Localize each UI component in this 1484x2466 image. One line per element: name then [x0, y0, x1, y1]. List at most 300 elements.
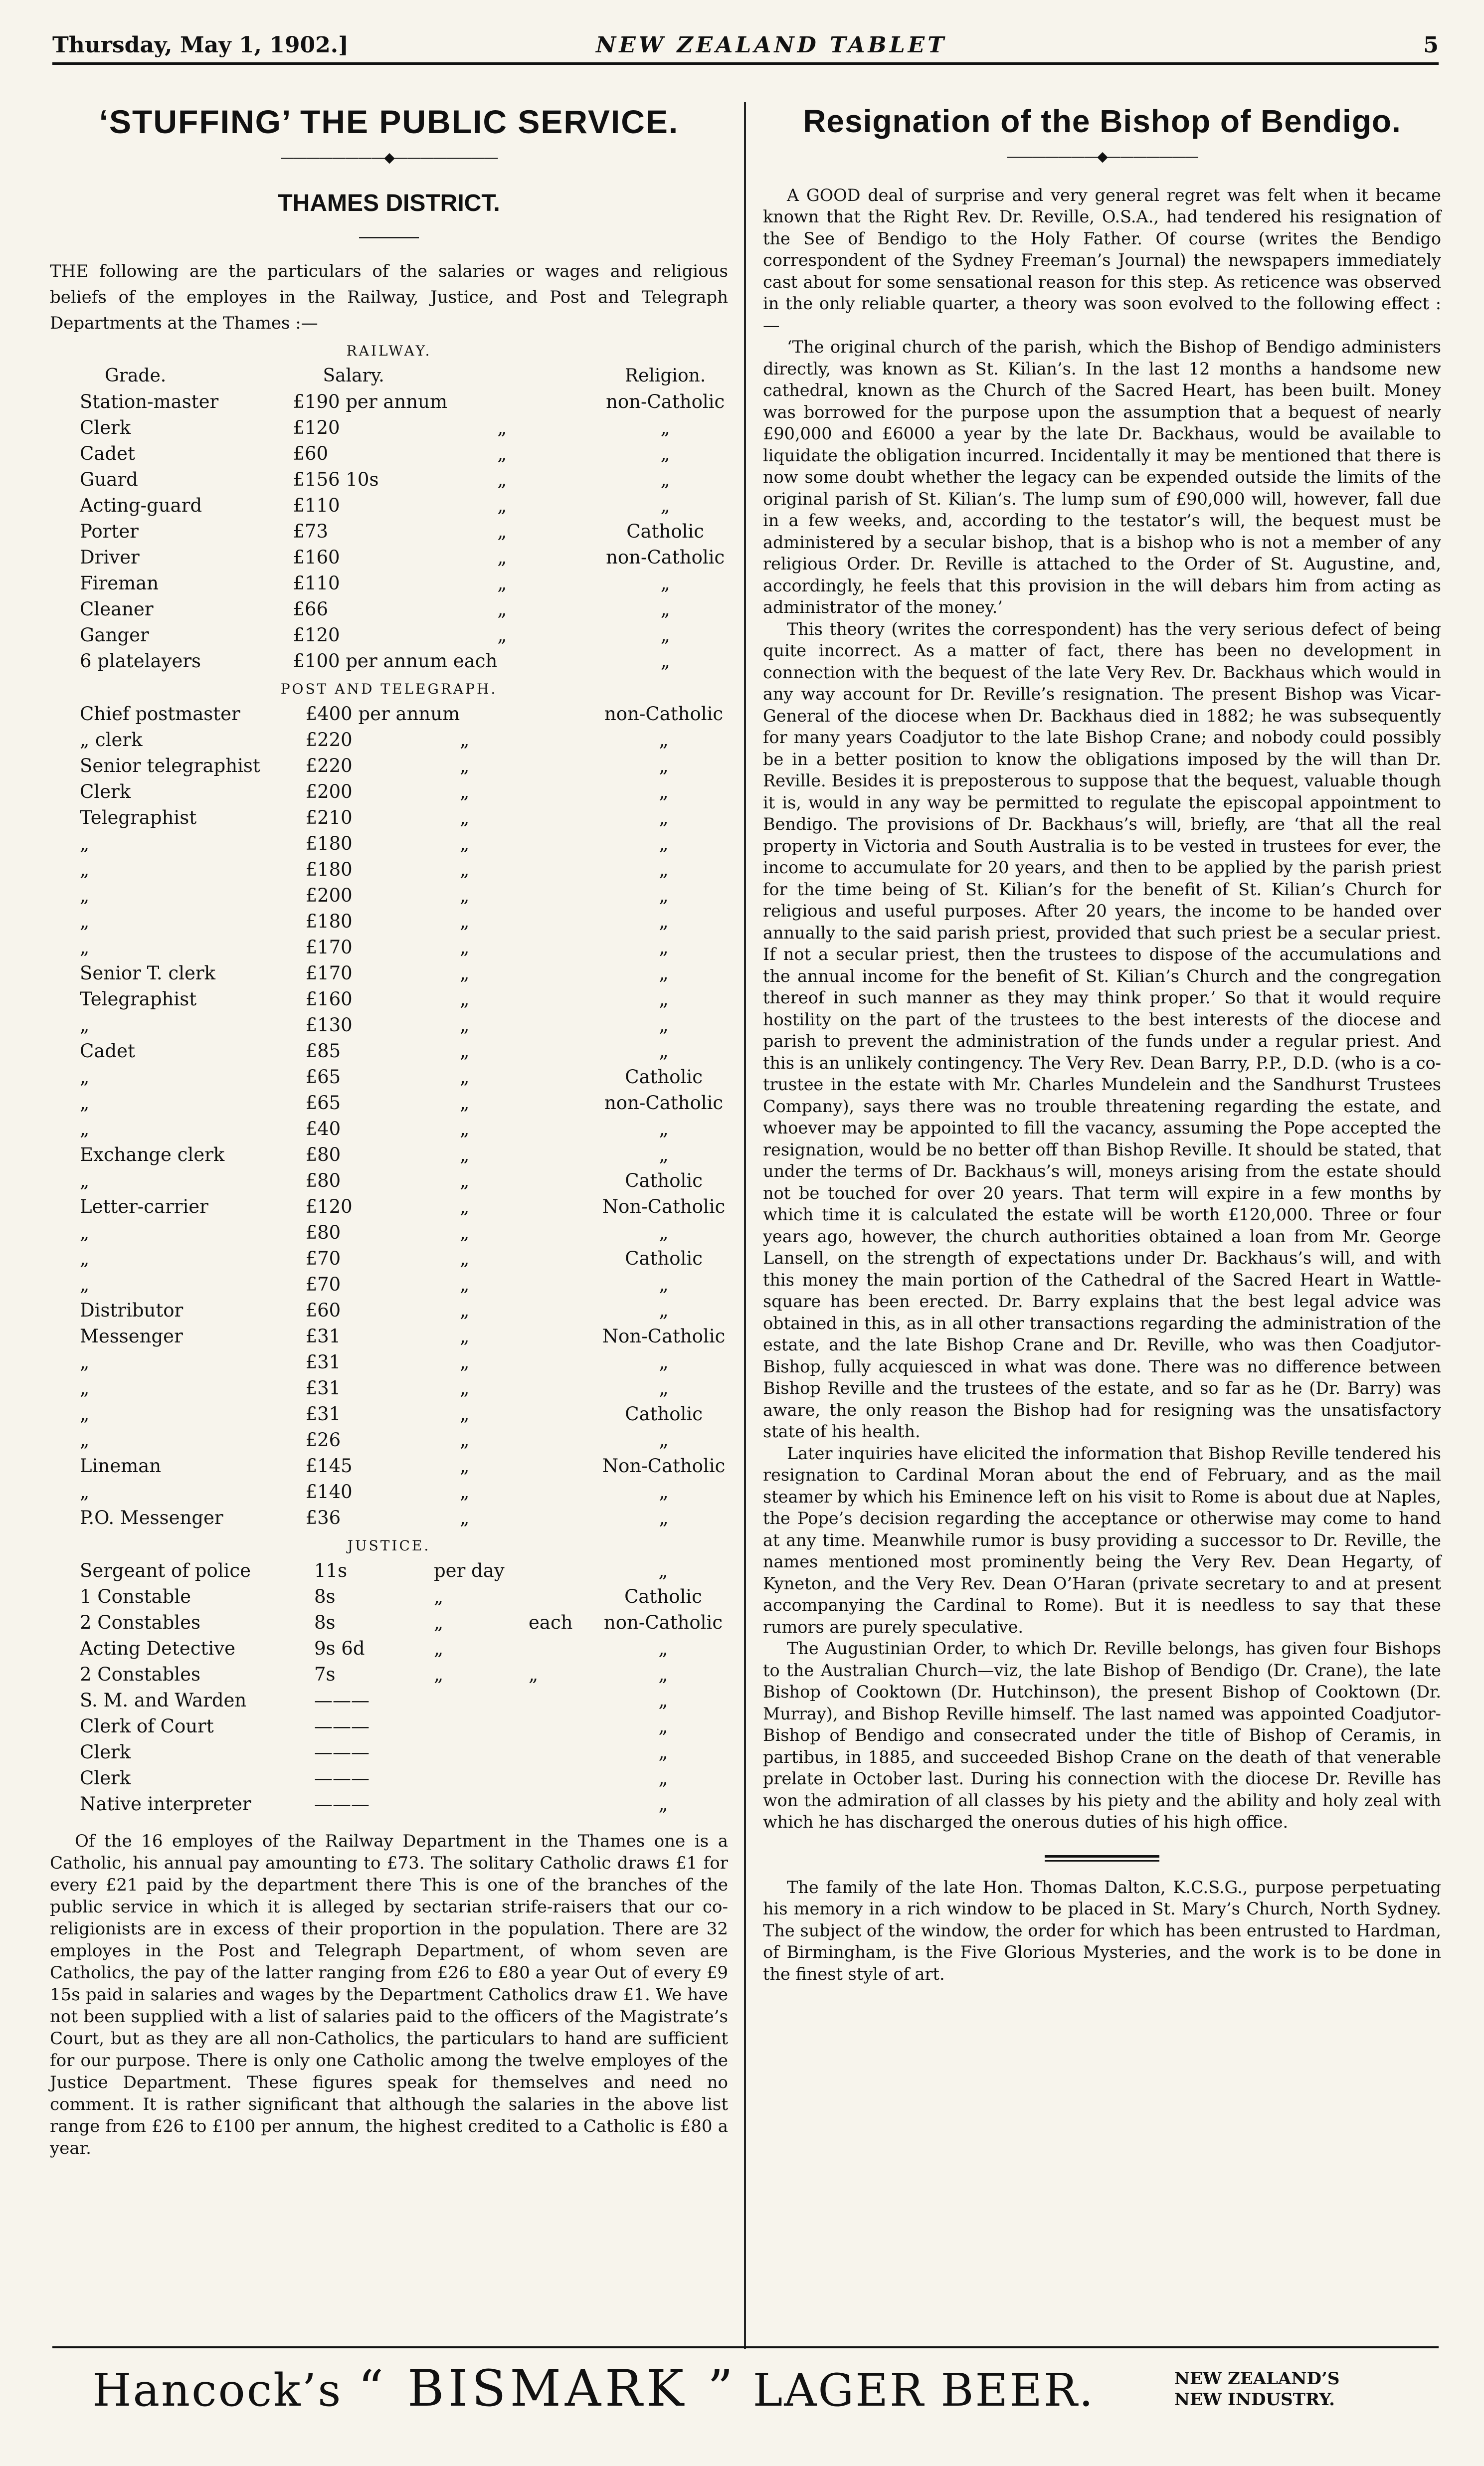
extra-cell [541, 727, 599, 753]
religion-cell: „ [658, 1715, 668, 1737]
salary-cell: £210 [305, 807, 353, 829]
table-header-row [50, 363, 728, 389]
religion-cell: „ [659, 937, 669, 958]
table-row [50, 805, 728, 831]
extra-cell [529, 1739, 598, 1765]
grade-cell: Senior T. clerk [80, 962, 215, 984]
salary-cell: ——— [314, 1690, 370, 1711]
ad-prefix: Hancock’s [92, 2364, 343, 2417]
salary-cell: £31 [305, 1377, 341, 1399]
grade-cell: „ [80, 1222, 90, 1244]
salary-cell: £100 per annum each [293, 650, 498, 672]
religion-cell: Catholic [625, 1248, 703, 1270]
grade-cell: „ [80, 1274, 90, 1296]
extra-cell [541, 805, 599, 831]
ditto-cell [434, 1688, 529, 1713]
religion-cell: Catholic [625, 1066, 703, 1088]
grade-cell: „ [80, 1248, 90, 1270]
grade-cell: „ [80, 1481, 90, 1503]
ditto-cell: „ [497, 417, 507, 439]
table-row [50, 1324, 728, 1349]
paragraph: A GOOD deal of surprise and very general regret was felt when it became known that the Right Rev. Dr. Reville, O.S.A., had tendered his resignation of the See of Bendigo to the Holy Father. Of course (writes the Bendigo correspondent of the Sydney Freeman’s Journal) the newspapers immediately cast about for some sensational reason for this step. As reticence was observed in the only reliable quarter, a theory was soon evolved to the following effect :— [763, 185, 1441, 335]
ditto-cell: „ [497, 547, 507, 569]
salary-cell: £31 [305, 1351, 341, 1373]
ditto-cell [434, 1713, 529, 1739]
table-row [50, 1064, 728, 1090]
table-row [50, 1194, 728, 1220]
table-row [50, 1610, 728, 1636]
religion-cell: „ [660, 598, 670, 620]
religion-cell: „ [660, 443, 670, 465]
extra-cell [541, 1375, 599, 1401]
salary-cell: £156 10s [293, 469, 379, 491]
religion-cell: non-Catholic [604, 703, 724, 725]
religion-cell: „ [659, 1429, 669, 1451]
religion-cell: „ [660, 495, 670, 517]
grade-cell: Acting Detective [80, 1638, 235, 1660]
table-row [50, 545, 728, 570]
justice-heading: JUSTICE. [347, 1537, 431, 1554]
religion-cell: „ [659, 1377, 669, 1399]
salary-cell: ——— [314, 1793, 370, 1815]
religion-cell: Catholic [624, 1586, 702, 1608]
extra-cell [541, 831, 599, 857]
grade-cell: „ [80, 885, 90, 907]
ditto-cell: „ [460, 1507, 470, 1529]
extra-cell [541, 935, 599, 960]
table-row [50, 1688, 728, 1713]
justice-table [50, 1558, 728, 1817]
ditto-cell: „ [460, 962, 470, 984]
grade-cell: Clerk [80, 417, 131, 439]
extra-cell [541, 1349, 599, 1375]
ditto-cell: „ [460, 1403, 470, 1425]
salary-cell: £65 [305, 1092, 341, 1114]
ad-brand: “ BISMARK ” [358, 2359, 737, 2418]
ad-headline [92, 2359, 1095, 2418]
ditto-cell: „ [497, 598, 507, 620]
religion-cell: non-Catholic [606, 547, 725, 569]
closing-paragraph: Of the 16 employes of the Railway Department in the Thames one is a Catholic, his annual pay amounting to £73. The solitary Catholic draws £1 for every £21 paid by the department there This is one of the branches of the public service in which it is alleged by sectarian strife-raisers that our co-religionists are in excess of their proportion in the population. There are 32 employes in the Post and Telegraph Department, of whom seven are Catholics, the pay of the latter ranging from £26 to £80 a year Out of every £9 15s paid in salaries and wages by the Department Catholics draw £1. We have not been supplied with a list of salaries paid to the officers of the Magistrate’s Court, but as they are all non-Catholics, the particulars to hand are sufficient for our purpose. There is only one Catholic among the twelve employes of the Justice Department. These figures speak for themselves and need no comment. It is rather significant that although the salaries in the above list range from £26 to £100 per annum, the highest credited to a Catholic is £80 a year. [50, 1831, 728, 2159]
grade-cell: Lineman [80, 1455, 162, 1477]
table-row [50, 986, 728, 1012]
extra-cell [541, 701, 599, 727]
extra-cell [529, 1558, 598, 1584]
grade-cell: 1 Constable [80, 1586, 191, 1608]
table-row [50, 1142, 728, 1168]
religion-cell: „ [659, 1144, 669, 1166]
ad-tagline-line: NEW INDUSTRY. [1174, 2390, 1335, 2410]
grade-cell: „ [80, 859, 90, 881]
table-row [50, 1713, 728, 1739]
table-row [50, 1739, 728, 1765]
grade-cell: „ [80, 1066, 90, 1088]
table-row [50, 831, 728, 857]
salary-cell: £80 [305, 1170, 341, 1192]
religion-cell: „ [658, 1560, 668, 1582]
salary-cell: £220 [305, 729, 353, 751]
ditto-cell [434, 1739, 529, 1765]
extra-cell [541, 1168, 599, 1194]
extra-cell [529, 1765, 598, 1791]
religion-cell: „ [659, 1222, 669, 1244]
ditto-cell: „ [460, 1274, 470, 1296]
ditto-cell [497, 648, 559, 674]
ditto-cell: „ [434, 1638, 444, 1660]
table-row [50, 596, 728, 622]
grade-cell: Driver [80, 547, 140, 569]
table-row [50, 1246, 728, 1272]
extra-cell [541, 1012, 599, 1038]
religion-cell: „ [659, 1040, 669, 1062]
ditto-cell: „ [460, 1196, 470, 1218]
salary-cell: £200 [305, 885, 353, 907]
table-row [50, 1558, 728, 1584]
ditto-cell: „ [460, 1326, 470, 1347]
ditto-cell: „ [460, 833, 470, 855]
salary-cell: £120 [293, 417, 340, 439]
extra-cell [559, 441, 602, 467]
grade-cell: „ [80, 1351, 90, 1373]
salary-cell: £40 [305, 1118, 341, 1140]
table-row [50, 909, 728, 935]
page-header [52, 27, 1439, 65]
extra-cell [559, 467, 602, 493]
ditto-cell: „ [460, 1144, 470, 1166]
religion-cell: „ [659, 1300, 669, 1322]
extra-cell [541, 1505, 599, 1531]
religion-cell: „ [659, 1014, 669, 1036]
extra-cell [541, 1116, 599, 1142]
extra-cell [541, 1038, 599, 1064]
grade-cell: 2 Constables [80, 1664, 201, 1686]
religion-cell: Catholic [626, 521, 705, 543]
ditto-cell: „ [460, 1092, 470, 1114]
religion-cell: Catholic [625, 1170, 703, 1192]
salary-cell: £70 [305, 1248, 341, 1270]
extra-cell [559, 622, 602, 648]
ditto-cell: „ [460, 1222, 470, 1244]
table-row [50, 622, 728, 648]
article-stuffing-public-service [50, 100, 728, 2159]
grade-cell: Exchange clerk [80, 1144, 225, 1166]
ditto-cell: „ [460, 1429, 470, 1451]
ditto-cell: „ [460, 1481, 470, 1503]
ditto-cell: „ [434, 1612, 444, 1634]
table-row [50, 1168, 728, 1194]
extra-cell [541, 1220, 599, 1246]
salary-cell: £170 [305, 962, 353, 984]
grade-cell: Station-master [80, 391, 219, 413]
section-subhead: THAMES DISTRICT. [278, 190, 500, 217]
ditto-cell: „ [497, 572, 507, 594]
extra-cell [541, 1272, 599, 1298]
table-row [50, 1349, 728, 1375]
salary-cell: ——— [314, 1741, 370, 1763]
religion-cell: „ [658, 1664, 668, 1686]
religion-cell: non-Catholic [603, 1612, 723, 1634]
extra-cell [541, 1246, 599, 1272]
grade-cell: Clerk [80, 781, 131, 803]
paragraph: This theory (writes the correspondent) has the very serious defect of being quite incorrect. As a matter of fact, there has been no development in connection with the bequest of the late Very Rev. Dr. Backhaus which would in any way account for Dr. Reville’s resignation. The present Bishop was Vicar-General of the diocese when Dr. Backhaus died in 1882; he was subsequently for many years Coadjutor to the late Bishop Crane; and nobody could possibly be in a better position to know the obligations imposed by the will than Dr. Reville. Besides it is preposterous to suppose that the bequest, valuable though it is, would in any way be permitted to regulate the episcopal appointment to Bendigo. The provisions of Dr. Backhaus’s will, briefly, are ‘that all the real property in Victoria and South Australia is to be vested in trustees for ever, the income to accumulate for 20 years, and then to be applied by the parish priest for the time being of St. Kilian’s for the benefit of St. Kilian’s Church for religious and useful purposes. After 20 years, the income to be handed over annually to the said parish priest, provided that such priest be a secular priest. If not a secular priest, then the trustees to dispose of the accumulations and the annual income for the benefit of St. Kilian’s Church and the congregation thereof in such manner as they may think proper.’ So that it would require hostility on the part of the trustees to the best interests of the diocese and parish to prevent the administration of the funds under a regular priest. And this is an unlikely contingency. The Very Rev. Dean Barry, P.P., D.D. (who is a co-trustee in the estate with Mr. Charles Mundelein and the Sandhurst Trustees Company), says there was no trouble threatening regarding the estate, and whoever may be appointed to fill the vacancy, assuming the Pope accepted the resignation, would be no better off than Bishop Reville. It should be stated, that under the terms of Dr. Backhaus’s will, moneys arising from the estate should not be touched for over 20 years. That term will expire in a few months by which time it is calculated the estate will be worth £120,000. Three or four years ago, however, the church authorities obtained a loan from Mr. George Lansell, on the strength of expectations under Dr. Backhaus’s will, and with this money the main portion of the Cathedral of the Sacred Heart in Wattle-square has been erected. Dr. Barry explains that the best legal advice was obtained in this, as in all other transactions regarding the administration of the estate, and the late Bishop Crane and Dr. Reville, who was then Coadjutor-Bishop, fully acquiesced in what was done. There was no difference between Bishop Reville and the trustees of the estate, and so far as he (Dr. Barry) was aware, the only reason the Bishop had for resigning was the unsatisfactory state of his health. [763, 619, 1441, 1442]
grade-cell: 2 Constables [80, 1612, 201, 1634]
table-row [50, 857, 728, 883]
paragraph: The family of the late Hon. Thomas Dalton, K.C.S.G., purpose perpetuating his memory in a rich window to be placed in St. Mary’s Church, North Sydney. The subject of the window, the order for which has been entrusted to Hardman, of Birmingham, is the Five Glorious Mysteries, and the work is to be done in the finest style of art. [763, 1877, 1441, 1984]
religion-cell: „ [659, 807, 669, 829]
salary-cell: £70 [305, 1274, 341, 1296]
table-row [50, 883, 728, 909]
salary-cell: £180 [305, 859, 353, 881]
religion-cell: „ [660, 572, 670, 594]
extra-cell [559, 570, 602, 596]
religion-cell: Catholic [625, 1403, 703, 1425]
religion-cell: „ [660, 650, 670, 672]
advertisement-footer [52, 2346, 1439, 2418]
double-rule [1045, 1855, 1159, 1862]
extra-cell [559, 493, 602, 519]
religion-cell: „ [658, 1741, 668, 1763]
extra-cell [559, 596, 602, 622]
table-row [50, 415, 728, 441]
salary-cell: ——— [314, 1715, 370, 1737]
ad-suffix: LAGER BEER. [752, 2364, 1095, 2417]
extra-cell [541, 779, 599, 805]
salary-cell: 9s 6d [314, 1638, 365, 1660]
extra-cell [541, 1194, 599, 1220]
grade-cell: Telegraphist [80, 807, 197, 829]
salary-cell: £66 [293, 598, 329, 620]
table-row [50, 1791, 728, 1817]
grade-cell: „ [80, 1429, 90, 1451]
religion-cell: „ [658, 1767, 668, 1789]
salary-cell: £180 [305, 911, 353, 933]
religion-cell: „ [659, 885, 669, 907]
table-row [50, 467, 728, 493]
ditto-cell: „ [460, 859, 470, 881]
column-divider [744, 102, 746, 2349]
grade-cell: Porter [80, 521, 139, 543]
article-body [763, 185, 1441, 1833]
salary-cell: £120 [293, 624, 340, 646]
table-row [50, 1116, 728, 1142]
salary-cell: £400 per annum [305, 703, 460, 725]
ditto-cell: „ [460, 1118, 470, 1140]
ditto-cell [434, 1765, 529, 1791]
grade-cell: „ [80, 1403, 90, 1425]
grade-cell: Messenger [80, 1326, 183, 1347]
grade-cell: Cleaner [80, 598, 154, 620]
grade-cell: „ [80, 1118, 90, 1140]
grade-cell: Letter-carrier [80, 1196, 208, 1218]
ditto-cell: „ [460, 988, 470, 1010]
table-row [50, 779, 728, 805]
religion-cell: „ [659, 988, 669, 1010]
table-row [50, 1298, 728, 1324]
extra-cell [559, 519, 602, 545]
grade-cell: Senior telegraphist [80, 755, 260, 777]
salary-cell: ——— [314, 1767, 370, 1789]
salary-cell: £85 [305, 1040, 341, 1062]
ditto-cell: „ [460, 1351, 470, 1373]
table-row [50, 493, 728, 519]
salary-cell: £110 [293, 572, 340, 594]
ornament-divider: ———————◆——————— [1006, 148, 1198, 165]
religion-cell: „ [659, 729, 669, 751]
table-row [50, 701, 728, 727]
salary-cell: £60 [293, 443, 329, 465]
salary-cell: £31 [305, 1403, 341, 1425]
religion-cell: „ [659, 911, 669, 933]
railway-heading: RAILWAY. [346, 343, 432, 360]
table-row [50, 1636, 728, 1662]
extra-cell [541, 1453, 599, 1479]
extra-cell [541, 1142, 599, 1168]
grade-cell: Distributor [80, 1300, 184, 1322]
ditto-cell: „ [460, 885, 470, 907]
newspaper-title: NEW ZEALAND TABLET [596, 32, 947, 58]
ditto-cell: „ [460, 1170, 470, 1192]
table-row [50, 1401, 728, 1427]
salary-cell: £26 [305, 1429, 341, 1451]
salary-cell: 8s [314, 1612, 336, 1634]
extra-cell [559, 415, 602, 441]
table-row [50, 727, 728, 753]
post-telegraph-table [50, 701, 728, 1531]
extra-cell [559, 389, 602, 415]
extra-cell [541, 986, 599, 1012]
ditto-cell [460, 701, 541, 727]
ditto-cell: „ [460, 755, 470, 777]
extra-cell [541, 960, 599, 986]
grade-cell: Cadet [80, 1040, 135, 1062]
religion-cell: Non-Catholic [602, 1196, 726, 1218]
page-number: 5 [1423, 32, 1439, 58]
table-row [50, 519, 728, 545]
extra-cell [541, 1479, 599, 1505]
table-row [50, 1765, 728, 1791]
ornament-divider: ————————◆———————— [280, 149, 498, 166]
ad-tagline [1174, 2368, 1339, 2410]
table-row [50, 1427, 728, 1453]
table-row [50, 389, 728, 415]
extra-cell [541, 857, 599, 883]
religion-cell: non-Catholic [604, 1092, 724, 1114]
religion-cell: „ [659, 1481, 669, 1503]
grade-cell: S. M. and Warden [80, 1690, 247, 1711]
religion-cell: Non-Catholic [602, 1455, 726, 1477]
paragraph: The Augustinian Order, to which Dr. Reville belongs, has given four Bishops to the Australian Church—viz, the late Bishop of Bendigo (Dr. Crane), the late Bishop of Cooktown (Dr. Hutchinson), the present Bishop of Cooktown (Dr. Murray), and Bishop Reville himself. The last named was appointed Coadjutor-Bishop of Bendigo and consecrated under the title of Bishop of Ceramis, in partibus, in 1885, and succeeded Bishop Crane on the death of that venerable prelate in October last. During his connection with the diocese Dr. Reville has won the admiration of all classes by his piety and the ability and holy zeal with which he has discharged the onerous duties of his high office. [763, 1639, 1441, 1832]
salary-cell: £80 [305, 1144, 341, 1166]
religion-cell: „ [659, 962, 669, 984]
table-row [50, 1662, 728, 1688]
salary-cell: £80 [305, 1222, 341, 1244]
ditto-cell: „ [460, 1066, 470, 1088]
extra-cell [529, 1636, 598, 1662]
ditto-cell: „ [497, 624, 507, 646]
grade-cell: Fireman [80, 572, 159, 594]
article-headline: Resignation of the Bishop of Bendigo. [803, 103, 1401, 139]
article-headline: ‘STUFFING’ THE PUBLIC SERVICE. [99, 103, 679, 140]
salary-cell: £170 [305, 937, 353, 958]
salary-header: Salary. [323, 366, 384, 386]
salary-cell: £145 [305, 1455, 353, 1477]
salary-cell: £120 [305, 1196, 353, 1218]
intro-paragraph: THE following are the particulars of the salaries or wages and religious beliefs of the employes in the Railway, Justice, and Post and Telegraph Departments at the Thames :— [50, 261, 728, 334]
grade-cell: Cadet [80, 443, 135, 465]
extra-cell: each [529, 1612, 573, 1634]
post-telegraph-heading: POST AND TELEGRAPH. [280, 681, 498, 698]
religion-cell: non-Catholic [606, 391, 725, 413]
religion-cell: „ [659, 1118, 669, 1140]
ditto-cell: „ [497, 495, 507, 517]
religion-cell: „ [659, 1274, 669, 1296]
paragraph: ‘The original church of the parish, which the Bishop of Bendigo administers directly, was known as St. Kilian’s. In the last 12 months a handsome new cathedral, known as the Church of the Sacred Heart, has been built. Money was borrowed for the purpose upon the assumption that a bequest of nearly £90,000 and £6000 a year by the late Dr. Backhaus, would be available to liquidate the obligation incurred. Incidentally it may be mentioned that there is now some doubt whether the legacy can be expended outside the limits of the original parish of St. Kilian’s. The lump sum of £90,000 will, however, fall due in a few weeks, and, according to the testator’s will, the bequest must be administered by a secular bishop, that is a bishop who is not a member of any religious Order. Dr. Reville is attached to the Order of St. Augustine, and, accordingly, he feels that this provision in the will debars him from acting as administrator of the money.’ [763, 337, 1441, 617]
religion-cell: „ [658, 1690, 668, 1711]
ad-tagline-line: NEW ZEALAND’S [1174, 2369, 1340, 2389]
ditto-cell: „ [460, 937, 470, 958]
article-bishop-resignation [763, 100, 1441, 1985]
grade-cell: Clerk [80, 1741, 131, 1763]
religion-cell: „ [659, 1351, 669, 1373]
grade-cell: „ [80, 833, 90, 855]
ditto-cell: „ [434, 1664, 444, 1686]
table-row [50, 570, 728, 596]
salary-cell: £200 [305, 781, 353, 803]
grade-cell: „ [80, 1170, 90, 1192]
ditto-cell: „ [460, 1248, 470, 1270]
salary-cell: £73 [293, 521, 329, 543]
salary-cell: £65 [305, 1066, 341, 1088]
ditto-cell: „ [460, 1455, 470, 1477]
table-row [50, 1272, 728, 1298]
salary-cell: £60 [305, 1300, 341, 1322]
ditto-cell: „ [497, 521, 507, 543]
extra-cell [559, 648, 602, 674]
extra-cell [541, 1090, 599, 1116]
religion-cell: „ [659, 781, 669, 803]
religion-cell: „ [658, 1793, 668, 1815]
ditto-cell [434, 1791, 529, 1817]
religion-cell: „ [659, 1507, 669, 1529]
salary-cell: 11s [314, 1560, 348, 1582]
salary-cell: £110 [293, 495, 340, 517]
paragraph: Later inquiries have elicited the information that Bishop Reville tendered his resignation to Cardinal Moran about the end of February, and as the mail steamer by which his Eminence left on his visit to Rome is about due at Naples, the Pope’s decision regarding the acceptance or otherwise may come to hand at any time. Meanwhile rumor is busy providing a successor to Dr. Reville, the names mentioned most prominently being the Very Rev. Dean Hegarty, of Kyneton, and the Very Rev. Dean O’Haran (private secretary to and at present accompanying the Cardinal to Rome). But it is needless to say that these rumors are purely speculative. [763, 1443, 1441, 1637]
salary-cell: £36 [305, 1507, 341, 1529]
grade-cell: Native interpreter [80, 1793, 251, 1815]
extra-cell [541, 1324, 599, 1349]
extra-cell [529, 1584, 598, 1610]
grade-cell: Clerk [80, 1767, 131, 1789]
table-row [50, 1584, 728, 1610]
table-row [50, 1505, 728, 1531]
ditto-cell: „ [460, 911, 470, 933]
religion-cell: „ [659, 859, 669, 881]
grade-cell: 6 platelayers [80, 650, 201, 672]
grade-cell: Guard [80, 469, 138, 491]
religion-cell: „ [659, 755, 669, 777]
extra-cell: „ [529, 1664, 539, 1686]
extra-cell [541, 1064, 599, 1090]
grade-cell: Telegraphist [80, 988, 197, 1010]
grade-cell: „ [80, 911, 90, 933]
grade-cell: „ [80, 1014, 90, 1036]
ditto-cell: per day [434, 1560, 505, 1582]
table-row [50, 648, 728, 674]
salary-cell: 8s [314, 1586, 336, 1608]
table-row [50, 1012, 728, 1038]
ditto-cell: „ [460, 1300, 470, 1322]
table-row [50, 1090, 728, 1116]
